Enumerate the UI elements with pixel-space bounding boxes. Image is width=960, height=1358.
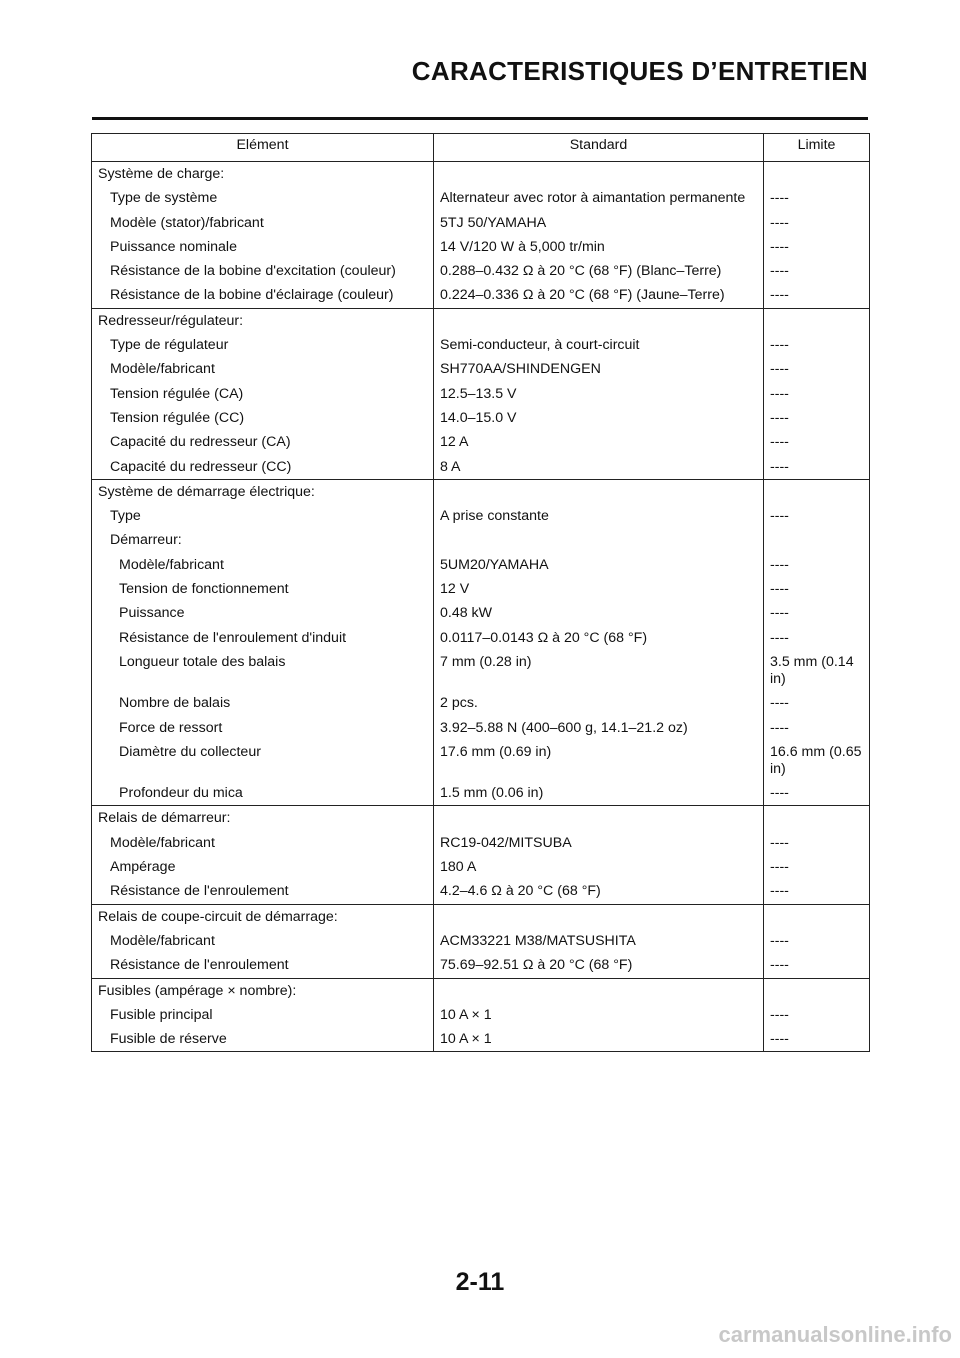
table-row [92,831,870,855]
table-row [92,740,870,781]
table-row [92,601,870,625]
group-title-row [92,308,870,333]
table-row [92,577,870,601]
row-element: Résistance de l'enroulement [92,953,434,978]
group-title-row [92,162,870,187]
row-standard: Alternateur avec rotor à aimantation permanente [434,186,764,210]
empty-cell [764,806,870,831]
table-row [92,716,870,740]
row-limit: ---- [764,1027,870,1052]
row-limit: ---- [764,929,870,953]
table-row [92,455,870,480]
page-title: CARACTERISTIQUES D’ENTRETIEN [411,56,868,86]
row-element: Fusible de réserve [92,1027,434,1052]
row-limit: ---- [764,601,870,625]
table-row [92,211,870,235]
row-standard: 17.6 mm (0.69 in) [434,740,764,781]
row-standard: 12 V [434,577,764,601]
row-standard: 10 A × 1 [434,1027,764,1052]
table-row [92,259,870,283]
row-limit: ---- [764,626,870,650]
row-standard: 1.5 mm (0.06 in) [434,781,764,806]
row-element: Tension régulée (CA) [92,382,434,406]
table-row [92,953,870,978]
row-standard: RC19-042/MITSUBA [434,831,764,855]
specifications-table [91,133,870,1052]
table-row [92,504,870,528]
row-standard: SH770AA/SHINDENGEN [434,357,764,381]
table-row [92,406,870,430]
row-standard: 14.0–15.0 V [434,406,764,430]
row-standard: 12 A [434,430,764,454]
row-standard: 10 A × 1 [434,1003,764,1027]
group-title: Relais de coupe-circuit de démarrage: [92,904,434,929]
group-title-row [92,904,870,929]
row-element: Modèle/fabricant [92,831,434,855]
table-row [92,626,870,650]
empty-cell [434,479,764,504]
table-row [92,650,870,691]
row-limit: ---- [764,455,870,480]
table-row [92,553,870,577]
row-limit: ---- [764,879,870,904]
empty-cell [764,904,870,929]
table-row [92,691,870,715]
row-element: Diamètre du collecteur [92,740,434,781]
row-element: Modèle/fabricant [92,553,434,577]
row-limit: ---- [764,953,870,978]
row-limit: ---- [764,781,870,806]
row-limit: ---- [764,211,870,235]
row-element: Type de régulateur [92,333,434,357]
table-body [92,162,870,1052]
row-element: Modèle/fabricant [92,357,434,381]
row-standard: 0.0117–0.0143 Ω à 20 °C (68 °F) [434,626,764,650]
row-element: Résistance de l'enroulement [92,879,434,904]
table-row [92,929,870,953]
row-element: Profondeur du mica [92,781,434,806]
row-standard: Semi-conducteur, à court-circuit [434,333,764,357]
header-row [92,134,870,162]
row-standard: 12.5–13.5 V [434,382,764,406]
table-row [92,235,870,259]
row-standard: 4.2–4.6 Ω à 20 °C (68 °F) [434,879,764,904]
table-row [92,1003,870,1027]
row-standard: 5UM20/YAMAHA [434,553,764,577]
row-limit: ---- [764,504,870,528]
header-element: Elément [92,134,434,162]
row-limit: ---- [764,577,870,601]
row-limit: 3.5 mm (0.14 in) [764,650,870,691]
row-element: Tension de fonctionnement [92,577,434,601]
row-standard: 0.48 kW [434,601,764,625]
group-title: Fusibles (ampérage × nombre): [92,978,434,1003]
table-header [92,134,870,162]
row-standard: 0.288–0.432 Ω à 20 °C (68 °F) (Blanc–Terre) [434,259,764,283]
row-limit: ---- [764,855,870,879]
row-limit: ---- [764,691,870,715]
row-standard [434,528,764,552]
row-standard: 180 A [434,855,764,879]
group-title: Relais de démarreur: [92,806,434,831]
watermark: carmanualsonline.info [718,1322,952,1347]
row-element: Fusible principal [92,1003,434,1027]
row-element: Modèle (stator)/fabricant [92,211,434,235]
row-limit: ---- [764,235,870,259]
header-limit: Limite [764,134,870,162]
table-row [92,430,870,454]
empty-cell [764,479,870,504]
row-standard: A prise constante [434,504,764,528]
empty-cell [764,978,870,1003]
row-limit: ---- [764,333,870,357]
row-element: Résistance de l'enroulement d'induit [92,626,434,650]
row-limit: ---- [764,382,870,406]
table-row [92,1027,870,1052]
group-title-row [92,978,870,1003]
row-element: Démarreur: [92,528,434,552]
row-element: Modèle/fabricant [92,929,434,953]
group-title-row [92,479,870,504]
table-row [92,357,870,381]
row-limit: ---- [764,430,870,454]
empty-cell [434,806,764,831]
table-row [92,855,870,879]
row-element: Tension régulée (CC) [92,406,434,430]
group-title: Système de charge: [92,162,434,187]
row-element: Puissance nominale [92,235,434,259]
row-limit: ---- [764,716,870,740]
empty-cell [434,162,764,187]
empty-cell [764,308,870,333]
row-standard: 2 pcs. [434,691,764,715]
empty-cell [434,308,764,333]
row-standard: 7 mm (0.28 in) [434,650,764,691]
row-limit: 16.6 mm (0.65 in) [764,740,870,781]
row-standard: 8 A [434,455,764,480]
row-element: Nombre de balais [92,691,434,715]
row-element: Type de système [92,186,434,210]
row-limit: ---- [764,283,870,308]
table-row [92,186,870,210]
row-element: Longueur totale des balais [92,650,434,691]
row-limit [764,528,870,552]
header-standard: Standard [434,134,764,162]
row-standard: 5TJ 50/YAMAHA [434,211,764,235]
table-row [92,283,870,308]
row-limit: ---- [764,831,870,855]
row-element: Puissance [92,601,434,625]
row-limit: ---- [764,186,870,210]
group-title-row [92,806,870,831]
empty-cell [434,904,764,929]
group-title: Système de démarrage électrique: [92,479,434,504]
page-number: 2-11 [455,1268,505,1296]
row-standard: 75.69–92.51 Ω à 20 °C (68 °F) [434,953,764,978]
row-element: Capacité du redresseur (CA) [92,430,434,454]
row-element: Force de ressort [92,716,434,740]
row-standard: 3.92–5.88 N (400–600 g, 14.1–21.2 oz) [434,716,764,740]
table-row [92,879,870,904]
empty-cell [434,978,764,1003]
row-limit: ---- [764,357,870,381]
empty-cell [764,162,870,187]
row-element: Résistance de la bobine d'éclairage (couleur) [92,283,434,308]
row-limit: ---- [764,553,870,577]
row-limit: ---- [764,259,870,283]
table-row [92,333,870,357]
title-rule [92,117,868,120]
row-element: Capacité du redresseur (CC) [92,455,434,480]
table-row [92,382,870,406]
table-row [92,528,870,552]
row-standard: 14 V/120 W à 5,000 tr/min [434,235,764,259]
row-standard: ACM33221 M38/MATSUSHITA [434,929,764,953]
row-limit: ---- [764,1003,870,1027]
row-standard: 0.224–0.336 Ω à 20 °C (68 °F) (Jaune–Terre) [434,283,764,308]
group-title: Redresseur/régulateur: [92,308,434,333]
row-element: Résistance de la bobine d'excitation (couleur) [92,259,434,283]
row-element: Ampérage [92,855,434,879]
table-row [92,781,870,806]
row-limit: ---- [764,406,870,430]
row-element: Type [92,504,434,528]
